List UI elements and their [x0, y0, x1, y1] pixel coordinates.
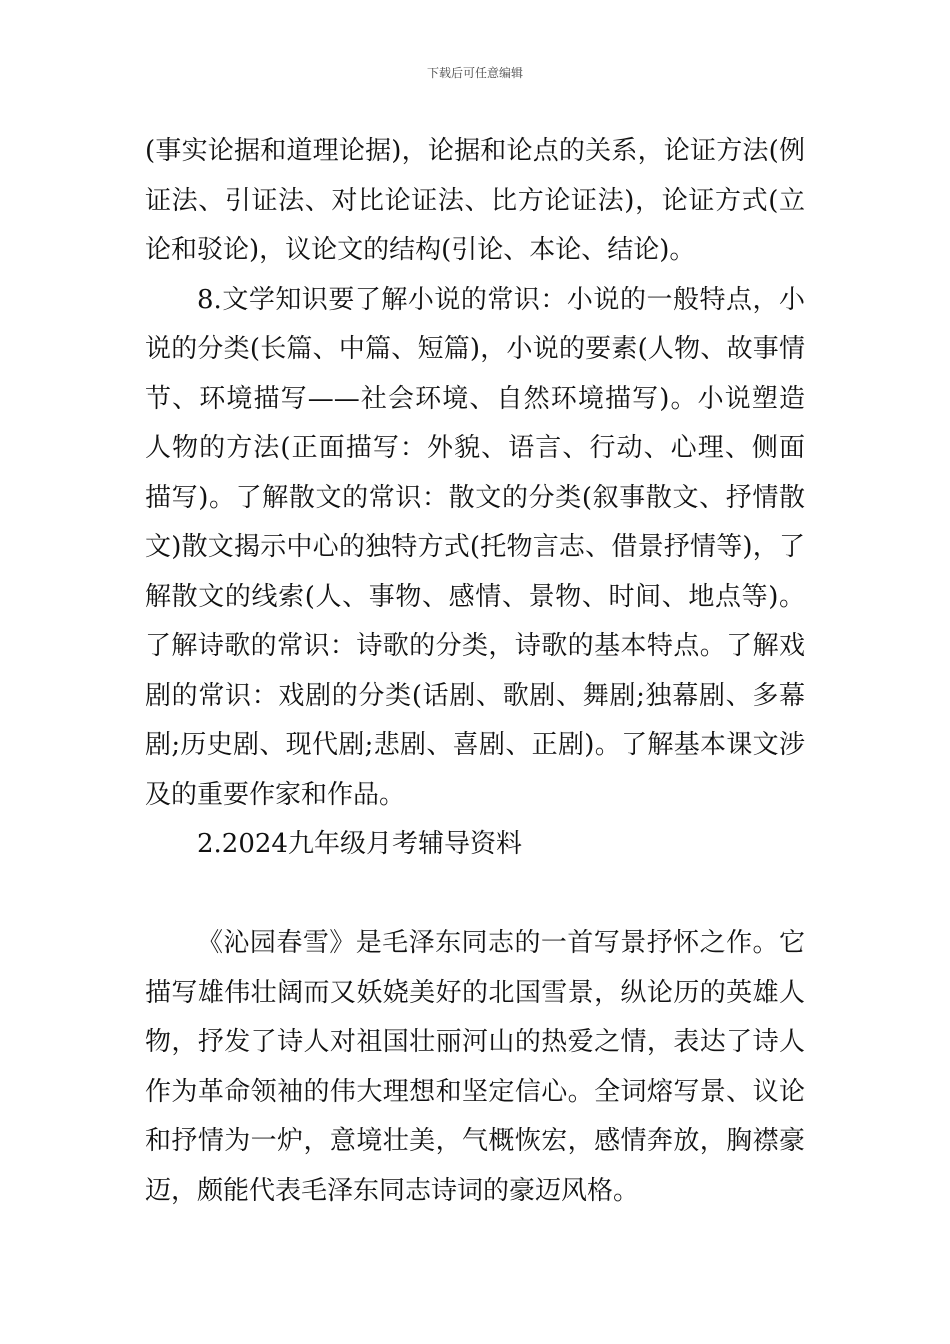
section-heading: 2.2024九年级月考辅导资料	[197, 829, 522, 859]
page-header: 下载后可任意编辑	[426, 66, 523, 80]
blank-line	[145, 870, 805, 920]
document-body	[145, 127, 805, 1216]
paragraph-qinyuanchun-snow: 《沁园春雪》是毛泽东同志的一首写景抒怀之作。它描写雄伟壮阔而又妖娆美好的北国雪景，纵论历的英雄人物，抒发了诗人对祖国壮丽河山的热爱之情，表达了诗人作为革命领袖的伟大理想和坚定信心。全词熔写景、议论和抒情为一炉，意境壮美，气概恢宏，感情奔放，胸襟豪迈，颇能代表毛泽东同志诗词的豪迈风格。	[145, 928, 805, 1206]
paragraph-evidence-argument: (事实论据和道理论据)，论据和论点的关系，论证方法(例证法、引证法、对比论证法、比方论证法)，论证方式(立论和驳论)，议论文的结构(引论、本论、结论)。	[145, 136, 805, 265]
paragraph-literary-knowledge: 8.文学知识要了解小说的常识：小说的一般特点，小说的分类(长篇、中篇、短篇)，小说的要素(人物、故事情节、环境描写——社会环境、自然环境描写)。小说塑造人物的方法(正面描写：外貌、语言、行动、心理、侧面描写)。了解散文的常识：散文的分类(叙事散文、抒情散文)散文揭示中心的独特方式(托物言志、借景抒情等)，了解散文的线索(人、事物、感情、景物、时间、地点等)。了解诗歌的常识：诗歌的分类，诗歌的基本特点。了解戏剧的常识：戏剧的分类(话剧、歌剧、舞剧;独幕剧、多幕剧;历史剧、现代剧;悲剧、喜剧、正剧)。了解基本课文涉及的重要作家和作品。	[145, 284, 805, 810]
